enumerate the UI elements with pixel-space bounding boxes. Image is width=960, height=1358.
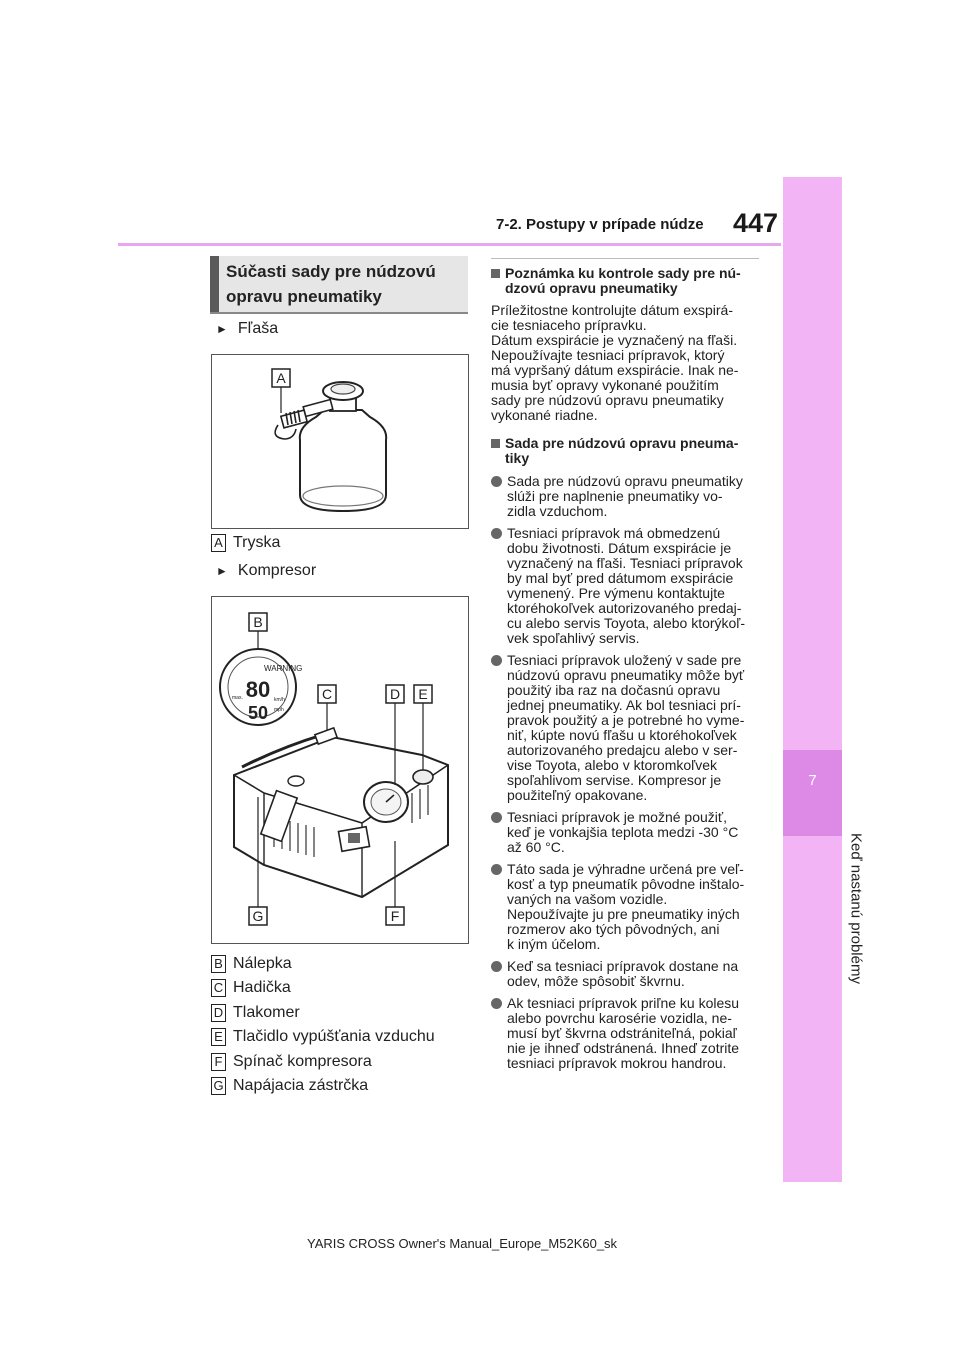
kit-heading: [491, 436, 759, 466]
bullet-text: Sada pre núdzovú opravu pneumatiky slúži pre naplnenie pneumatiky vo- zidla vzduchom.: [507, 473, 743, 519]
section-heading-line-2: opravu pneumatiky: [226, 287, 382, 306]
legend-row: [211, 978, 291, 998]
compressor-heading-label: Kompresor: [237, 562, 317, 579]
footer-manual-id: YARIS CROSS Owner's Manual_Europe_M52K60_sk: [307, 1236, 618, 1251]
bullet-item: [491, 474, 759, 519]
circle-bullet-icon: [491, 476, 502, 487]
legend-row: [211, 1052, 372, 1072]
bullet-item: [491, 526, 759, 646]
bullet-text: Táto sada je výhradne určená pre veľ- kosť a typ pneumatík pôvodne inštalo- vaných na vašom vozidle. Nepoužívajte ju pre pneumatiky iných rozmerov ako tých pôvodných, ani k iným účelom.: [507, 861, 745, 952]
bottle-figure: [211, 354, 469, 529]
sticker-warning-text: WARNING: [264, 664, 303, 673]
bullet-item: [491, 959, 759, 989]
callout-letter: G: [211, 1077, 226, 1095]
bottle-illustration: [212, 355, 468, 528]
section-heading-underline: [210, 312, 468, 314]
bottle-heading-label: Fľaša: [237, 320, 279, 337]
sticker-max-text: max.: [232, 695, 243, 701]
bullet-item: [491, 996, 759, 1071]
circle-bullet-icon: [491, 864, 502, 875]
legend-label: Tlakomer: [233, 1004, 300, 1021]
callout-c-letter: C: [321, 686, 333, 702]
bottle-heading: [216, 320, 278, 338]
callout-letter: E: [211, 1028, 226, 1046]
legend-row: [211, 1076, 368, 1096]
callout-g-letter: G: [252, 908, 264, 924]
legend-label: Tryska: [233, 534, 281, 551]
svg-text:A: A: [276, 370, 286, 386]
chapter-number: 7: [808, 772, 817, 789]
kit-heading-text: Sada pre núdzovú opravu pneuma- tiky: [505, 435, 739, 466]
chapter-title: Keď nastanú problémy: [847, 833, 865, 984]
bullet-text: Tesniaci prípravok uložený v sade pre núdzovú opravu pneumatiky môže byť použitý iba raz na dočasnú opravu jednej pneumatiky. Ak bol tesniaci prí- pravok použitý a je potrebné ho vyme- niť, kúpte novú fľašu u ktoréhokoľvek autorizovaného predajcu alebo v ser- vise Toyota, alebo v ktoromkoľvek spoľahlivom servise. Kompresor je použiteľný opakovane.: [507, 652, 745, 803]
bullet-item: [491, 810, 759, 855]
triangle-bullet-icon: ►: [216, 564, 228, 578]
compressor-illustration: [212, 597, 468, 943]
sticker-value-80: 80: [245, 677, 271, 702]
note-top-rule: [491, 258, 759, 259]
callout-letter: B: [211, 955, 226, 973]
legend-row: [211, 954, 292, 974]
section-heading: [226, 259, 464, 309]
bullet-text: Ak tesniaci prípravok priľne ku kolesu alebo povrchu karosérie vozidla, ne- musí byť škvrna odstrániteľná, pokiaľ nie je ihneď odstránená. Ihneď zotrite tesniaci prípravok mokrou handrou.: [507, 995, 740, 1071]
sticker-kmh-text: km/h: [274, 697, 285, 703]
circle-bullet-icon: [491, 961, 502, 972]
circle-bullet-icon: [491, 528, 502, 539]
legend-row: [211, 1027, 435, 1047]
callout-d-letter: D: [389, 686, 401, 702]
triangle-bullet-icon: ►: [216, 322, 228, 336]
callout-letter: F: [211, 1053, 226, 1071]
callout-b-letter: B: [253, 614, 263, 630]
legend-label: Hadička: [233, 979, 291, 996]
bullet-text: Tesniaci prípravok je možné použiť, keď je vonkajšia teplota medzi -30 °C až 60 °C.: [507, 809, 739, 855]
callout-letter: C: [211, 979, 226, 997]
note-heading-text: Poznámka ku kontrole sady pre nú- dzovú opravu pneumatiky: [505, 265, 741, 296]
callout-letter: D: [211, 1004, 226, 1022]
section-title: 7-2. Postupy v prípade núdze: [496, 216, 704, 233]
right-column: [491, 266, 759, 1071]
callout-letter: A: [211, 534, 226, 552]
bullet-item: [491, 653, 759, 803]
legend-label: Nálepka: [233, 955, 292, 972]
legend-label: Spínač kompresora: [233, 1053, 372, 1070]
chapter-number-tab: [783, 750, 842, 836]
compressor-figure: [211, 596, 469, 944]
legend-label: Napájacia zástrčka: [233, 1077, 369, 1094]
legend-row: [211, 1003, 300, 1023]
chapter-side-tab: [783, 177, 842, 1182]
section-heading-line-1: Súčasti sady pre núdzovú: [226, 262, 436, 281]
bullet-text: Keď sa tesniaci prípravok dostane na odev, môže spôsobiť škvrnu.: [507, 958, 739, 989]
sticker-mph-text: mph: [274, 707, 284, 713]
legend-label: Tlačidlo vypúšťania vzduchu: [233, 1028, 435, 1045]
note-heading: [491, 266, 759, 296]
sticker-value-50: 50: [247, 703, 269, 723]
callout-e-letter: E: [418, 686, 428, 702]
bullet-item: [491, 862, 759, 952]
note-paragraph: Príležitostne kontrolujte dátum exspirá- cie tesniaceho prípravku. Dátum exspirácie je vyznačený na fľaši. Nepoužívajte tesniaci prípravok, ktorý má vypršaný dátum exspirácie. Inak ne- musia byť opravy vykonané použitím sady pre núdzovú opravu pneumatiky vykonané riadne.: [491, 302, 739, 423]
section-heading-bar: [210, 256, 219, 312]
header-rule: [118, 243, 781, 246]
callout-f-letter: F: [390, 908, 400, 924]
compressor-heading: [216, 562, 316, 580]
circle-bullet-icon: [491, 998, 502, 1009]
circle-bullet-icon: [491, 655, 502, 666]
square-bullet-icon: [491, 269, 500, 278]
bullet-text: Tesniaci prípravok má obmedzenú dobu životnosti. Dátum exspirácie je vyznačený na fľaši. Tesniaci prípravok by mal byť pred dátumom exspirácie vymenený. Pre výmenu kontaktujte ktoréhokoľvek autorizovaného predaj- cu alebo servis Toyota, alebo ktorýkoľ- vek spoľahlivý servis.: [507, 525, 746, 646]
square-bullet-icon: [491, 439, 500, 448]
legend-row: [211, 533, 280, 553]
circle-bullet-icon: [491, 812, 502, 823]
page-number: 447: [733, 208, 779, 238]
